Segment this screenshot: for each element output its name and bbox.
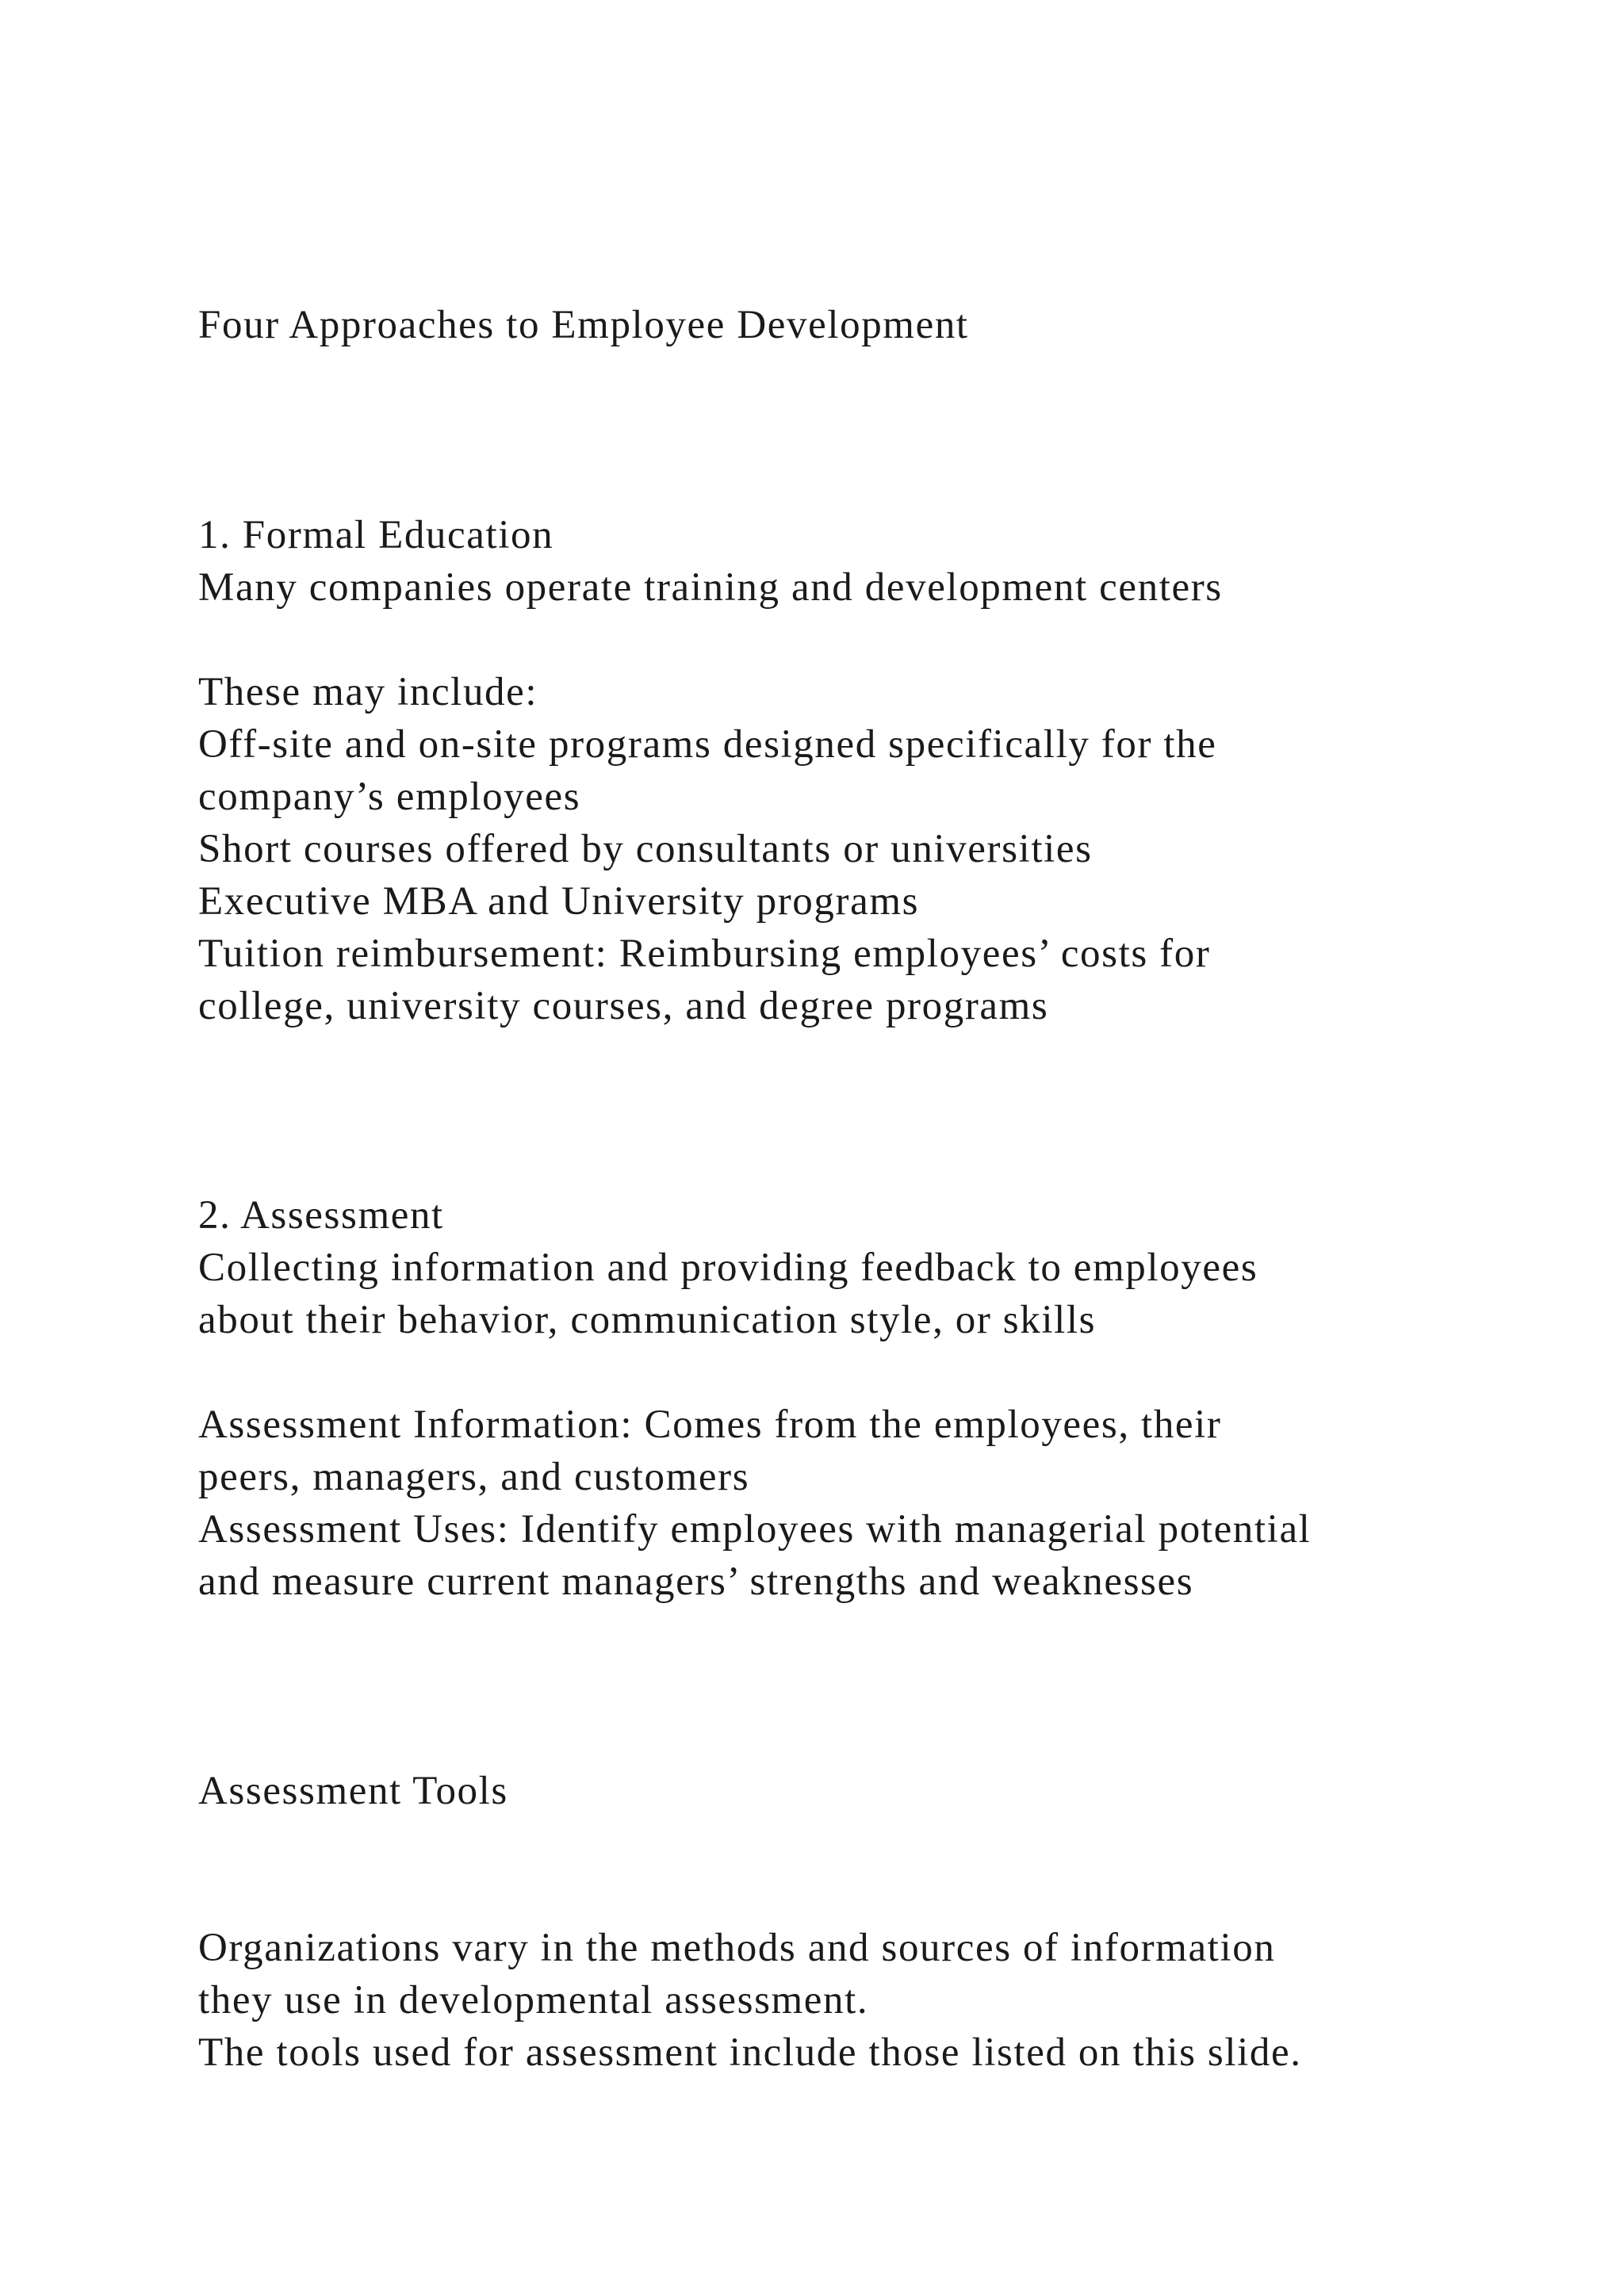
section-intro-text: Many companies operate training and development centers xyxy=(198,565,1223,610)
assessment-uses-line2: and measure current managers’ strengths and weaknesses xyxy=(198,1559,1194,1604)
list-item-executive-mba: Executive MBA and University programs xyxy=(198,879,920,924)
assessment-tools-body-line2: they use in developmental assessment. xyxy=(198,1978,869,2022)
list-item-offsite-programs-cont: company’s employees xyxy=(198,775,581,819)
list-item-tuition-reimbursement-cont: college, university courses, and degree programs xyxy=(198,984,1049,1028)
list-item-short-courses: Short courses offered by consultants or universities xyxy=(198,827,1093,871)
assessment-information-line2: peers, managers, and customers xyxy=(198,1455,750,1499)
assessment-tools-body-line3: The tools used for assessment include those listed on this slide. xyxy=(198,2030,1302,2075)
list-item-tuition-reimbursement: Tuition reimbursement: Reimbursing employees’ costs for xyxy=(198,932,1211,976)
assessment-uses-line1: Assessment Uses: Identify employees with managerial potential xyxy=(198,1507,1312,1552)
section-heading-assessment-tools: Assessment Tools xyxy=(198,1769,508,1813)
section-heading-assessment: 2. Assessment xyxy=(198,1193,444,1238)
assessment-definition-line1: Collecting information and providing feedback to employees xyxy=(198,1246,1258,1290)
section-heading-formal-education: 1. Formal Education xyxy=(198,513,554,557)
assessment-information-line1: Assessment Information: Comes from the employees, their xyxy=(198,1402,1222,1447)
list-item-offsite-programs: Off-site and on-site programs designed specifically for the xyxy=(198,722,1217,767)
assessment-definition-line2: about their behavior, communication style, or skills xyxy=(198,1298,1097,1342)
assessment-tools-body-line1: Organizations vary in the methods and sources of information xyxy=(198,1926,1276,1970)
document-title: Four Approaches to Employee Development xyxy=(198,303,969,347)
list-lead-text: These may include: xyxy=(198,670,538,714)
